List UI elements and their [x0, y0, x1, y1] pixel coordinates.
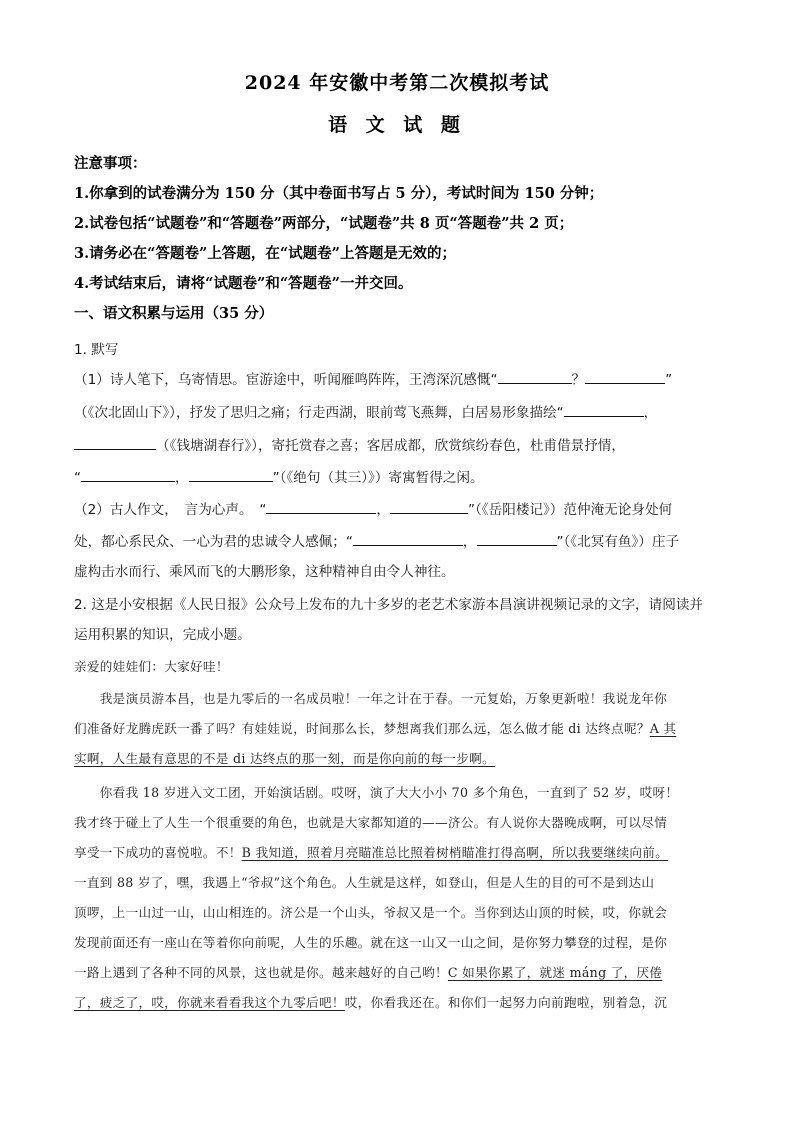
q1-text: （1）诗人笔下，乌寄情思。宦游途中，听闻雁鸣阵阵，王湾深沉感慨“: [74, 372, 498, 388]
speech-p1-line3: [74, 748, 724, 767]
q1-text: “: [74, 470, 82, 486]
speech-p2-line7: [74, 962, 724, 981]
speech-text: 们准备好龙腾虎跃一番了吗？有娃娃说，时间那么长，梦想离我们那么远，怎么做才能 di 达终点呢？: [74, 721, 650, 736]
speech-p1-line1: 我是演员游本昌，也是九零后的一名成员啦！一年之计在于春。一元复始，万象更新啦！我说龙年你: [74, 691, 668, 706]
answer-blank[interactable]: [477, 530, 557, 546]
answer-blank[interactable]: [390, 498, 468, 514]
speech-text: 一路上遇到了各种不同的风景，这也就是你。越来越好的自己哟！: [74, 965, 448, 980]
answer-blank[interactable]: [564, 401, 644, 417]
speech-text: 享受一下成功的喜悦啦。不！: [74, 845, 242, 860]
q1-part1-line2: [74, 401, 724, 421]
underlined-sentence-c: C 如果你累了，就迷 máng 了，厌倦: [447, 965, 663, 980]
speech-p2-line5: 顶啰，上一山过一山，山山相连的。济公是一个山头，爷叔又是一个。当你到达山顶的时候，哎，你就会: [74, 905, 668, 920]
q1-text: （2）古人作文， 言为心声。 “: [74, 502, 267, 518]
question-2-line1: 2. 这是小安根据《人民日报》公众号上发布的九十多岁的老艺术家游本昌演讲视频记录的文字，请阅读并: [74, 597, 704, 613]
q1-text: ，: [376, 502, 390, 518]
answer-blank[interactable]: [266, 498, 376, 514]
notice-item-2: 2.试卷包括“试题卷”和“答题卷”两部分，“试题卷”共 8 页“答题卷”共 2 页；: [74, 215, 574, 232]
speech-p2-line1: 你看我 18 岁进入文工团，开始演话剧。哎呀，演了大大小小 70 多个角色，一直到了 52 岁，哎呀！: [74, 785, 679, 800]
q1-text: ”（《岳阳楼记》）范仲淹无论身处何: [468, 502, 673, 518]
speech-p2-line8: [74, 992, 724, 1011]
notice-item-4: 4.考试结束后，请将“试题卷”和“答题卷”一并交回。: [74, 275, 413, 292]
q1-text: ”（《北冥有鱼》）庄子: [556, 534, 680, 550]
q1-text: ？: [571, 372, 586, 388]
speech-p2-line2: 我才终于碰上了人生一个很重要的角色，也就是大家都知道的——济公。有人说你大器晚成啊，可以尽情: [74, 815, 668, 830]
q1-text: （《钱塘湖春行》），寄托赏春之喜；客居成都，欣赏缤纷春色，杜甫借景抒情，: [156, 438, 625, 454]
notice-heading: 注意事项：: [74, 155, 147, 172]
exam-title: 2024 年安徽中考第二次模拟考试: [244, 72, 550, 94]
answer-blank[interactable]: [585, 368, 665, 384]
question-1-label: 1. 默写: [74, 342, 119, 358]
q1-part2-line3: 虚构击水而行、乘风而飞的大鹏形象，这种精神自由令人神往。: [74, 564, 455, 580]
underlined-sentence-a: A 其: [649, 721, 677, 736]
q1-text: （《次北固山下》），抒发了思归之痛；行走西湖，眼前莺飞燕舞，白居易形象描绘“: [74, 405, 564, 421]
underlined-sentence-b: B 我知道，照着月亮瞄准总比照着树梢瞄准打得高啊，所以我要继续向前。: [241, 845, 669, 860]
underlined-sentence-c: 了，疲乏了，哎，你就来看看我这个九零后吧！: [74, 995, 345, 1010]
q1-text: ”（《绝句（其三）》）寄寓暂得之闲。: [272, 470, 484, 486]
underlined-sentence-a: 实啊，人生最有意思的不是 di 达终点的那一刻，而是你向前的每一步啊。: [74, 751, 496, 766]
speech-p2-line3: [74, 842, 724, 861]
q1-part1-line4: [74, 466, 724, 486]
q1-part2-line1: [74, 498, 724, 518]
q1-text: ”: [665, 372, 673, 388]
answer-blank[interactable]: [498, 368, 572, 384]
notice-item-1: 1.你拿到的试卷满分为 150 分（其中卷面书写占 5 分），考试时间为 150 分钟；: [74, 185, 604, 202]
notice-item-3: 3.请务必在“答题卷”上答题，在“试题卷”上答题是无效的；: [74, 245, 456, 262]
q1-part2-line2: [74, 530, 724, 550]
section-heading: 一、语文积累与运用（35 分）: [74, 305, 274, 322]
answer-blank[interactable]: [353, 530, 463, 546]
answer-blank[interactable]: [81, 466, 175, 482]
q1-text: ，: [643, 405, 658, 421]
question-2-line2: 运用积累的知识，完成小题。: [74, 627, 251, 643]
exam-subtitle: 语 文 试 题: [328, 114, 466, 136]
q1-text: 处，都心系民众、一心为君的忠诚令人感佩；“: [74, 534, 353, 550]
speech-p2-line6: 发现前面还有一座山在等着你向前呢，人生的乐趣。就在这一山又一山之间，是你努力攀登的过程，是你: [74, 935, 668, 950]
answer-blank[interactable]: [189, 466, 273, 482]
speech-p2-line4: 一直到 88 岁了，嘿，我遇上“爷叔”这个角色。人生就是这样，如登山，但是人生的目的可不是到达山: [74, 875, 655, 890]
q1-text: ，: [175, 470, 189, 486]
q1-text: ，: [462, 534, 477, 550]
speech-p1-line2: [74, 718, 724, 737]
q1-part1-line1: [74, 368, 724, 388]
answer-blank[interactable]: [74, 434, 156, 450]
q1-part1-line3: [74, 434, 724, 454]
speech-greeting: 亲爱的娃娃们：大家好哇！: [74, 659, 229, 674]
speech-text: 哎，你看我还在。和你们一起努力向前跑啦，别着急，沉: [344, 995, 668, 1010]
